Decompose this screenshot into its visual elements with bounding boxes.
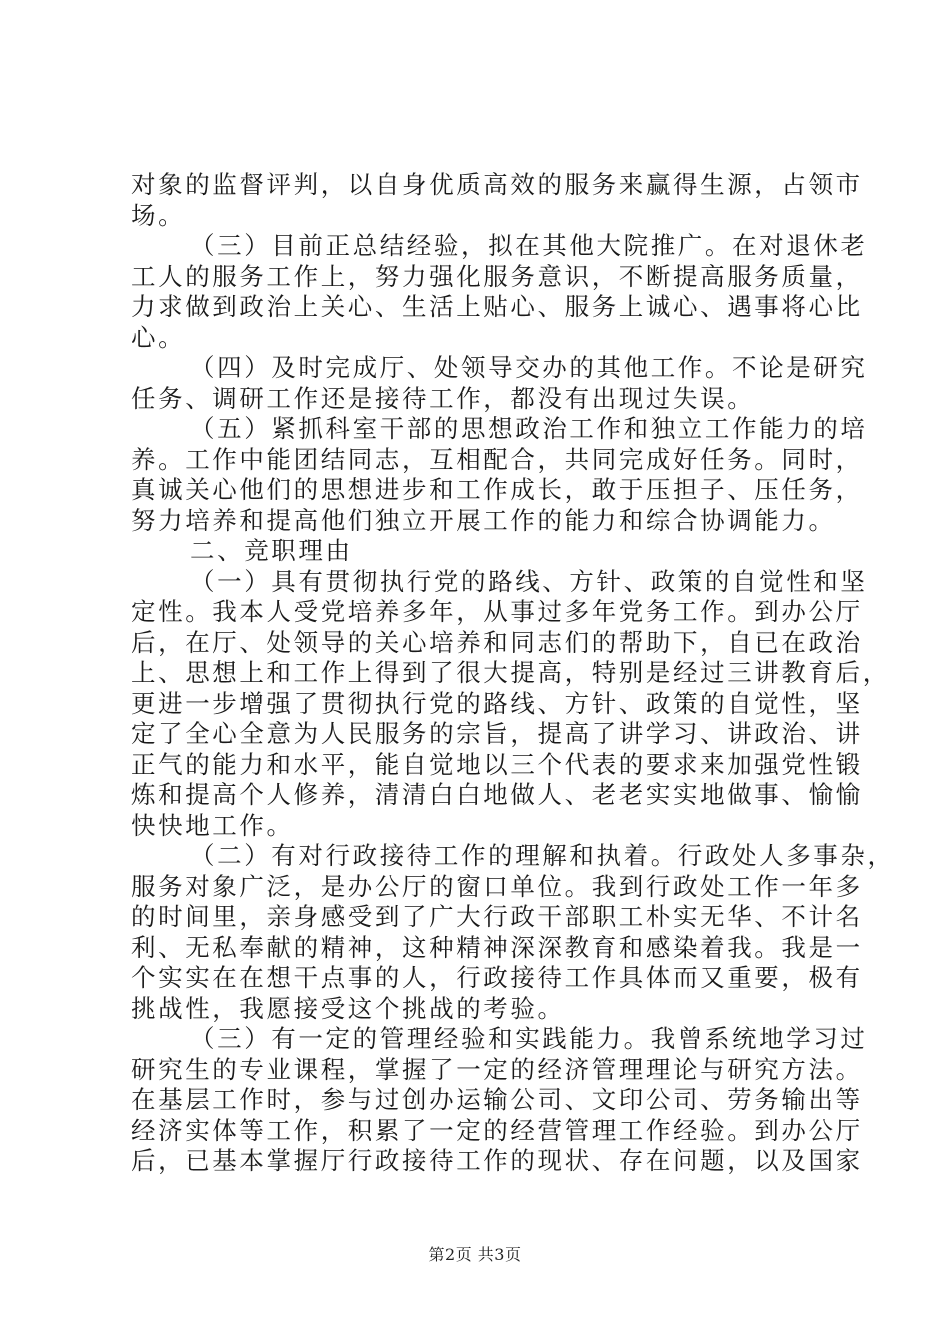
text-line: 炼和提高个人修养，清清白白地做人、老老实实地做事、愉愉 xyxy=(131,780,863,809)
text-line: 上、思想上和工作上得到了很大提高，特别是经过三讲教育后， xyxy=(131,658,890,687)
page-footer: 第2页 共3页 xyxy=(428,1245,522,1264)
text-line: 在基层工作时，参与过创办运输公司、文印公司、劳务输出等 xyxy=(131,1085,863,1114)
body-text xyxy=(131,170,895,1177)
text-line: 正气的能力和水平，能自觉地以三个代表的要求来加强党性锻 xyxy=(131,749,863,779)
text-line: （四）及时完成厅、处领导交办的其他工作。不论是研究 xyxy=(190,353,868,382)
text-line: 经济实体等工作，积累了一定的经营管理工作经验。到办公厅 xyxy=(131,1115,863,1145)
text-line: 个实实在在想干点事的人，行政接待工作具体而又重要，极有 xyxy=(131,963,863,992)
text-line: 后，在厅、处领导的关心培养和同志们的帮助下，自已在政治 xyxy=(131,627,863,657)
text-line: 二、竞职理由 xyxy=(190,536,353,565)
text-line: 对象的监督评判，以自身优质高效的服务来赢得生源，占领市 xyxy=(131,170,863,199)
text-line: 快快地工作。 xyxy=(131,810,294,840)
text-line: 工人的服务工作上，努力强化服务意识，不断提高服务质量， xyxy=(131,261,863,291)
text-line: 的时间里，亲身感受到了广大行政干部职工朴实无华、不计名 xyxy=(131,902,863,931)
text-line: 服务对象广泛，是办公厅的窗口单位。我到行政处工作一年多 xyxy=(131,871,863,901)
text-line: （二）有对行政接待工作的理解和执着。行政处人多事杂， xyxy=(190,841,895,870)
text-line: 定性。我本人受党培养多年，从事过多年党务工作。到办公厅 xyxy=(131,597,863,626)
text-line: 任务、调研工作还是接待工作，都没有出现过失误。 xyxy=(131,383,755,413)
text-line: 养。工作中能团结同志，互相配合，共同完成好任务。同时， xyxy=(131,444,863,474)
text-line: 努力培养和提高他们独立开展工作的能力和综合协调能力。 xyxy=(131,505,836,535)
text-line: 挑战性，我愿接受这个挑战的考验。 xyxy=(131,993,565,1023)
text-line: 心。 xyxy=(131,322,186,352)
text-line: 力求做到政治上关心、生活上贴心、服务上诚心、遇事将心比 xyxy=(131,292,863,321)
text-line: （一）具有贯彻执行党的路线、方针、政策的自觉性和坚 xyxy=(190,566,868,596)
text-line: （三）有一定的管理经验和实践能力。我曾系统地学习过 xyxy=(190,1024,868,1053)
text-line: 场。 xyxy=(131,200,186,230)
text-line: （五）紧抓科室干部的思想政治工作和独立工作能力的培 xyxy=(190,414,868,443)
text-line: 更进一步增强了贯彻执行党的路线、方针、政策的自觉性，坚 xyxy=(131,688,863,718)
text-line: （三）目前正总结经验，拟在其他大院推广。在对退休老 xyxy=(190,231,868,260)
text-line: 真诚关心他们的思想进步和工作成长，敢于压担子、压任务， xyxy=(131,475,863,504)
text-line: 研究生的专业课程，掌握了一定的经济管理理论与研究方法。 xyxy=(131,1054,863,1084)
text-line: 定了全心全意为人民服务的宗旨，提高了讲学习、讲政治、讲 xyxy=(131,719,863,748)
text-line: 利、无私奉献的精神，这种精神深深教育和感染着我。我是一 xyxy=(131,932,863,962)
text-line: 后，已基本掌握厅行政接待工作的现状、存在问题，以及国家 xyxy=(131,1146,863,1175)
